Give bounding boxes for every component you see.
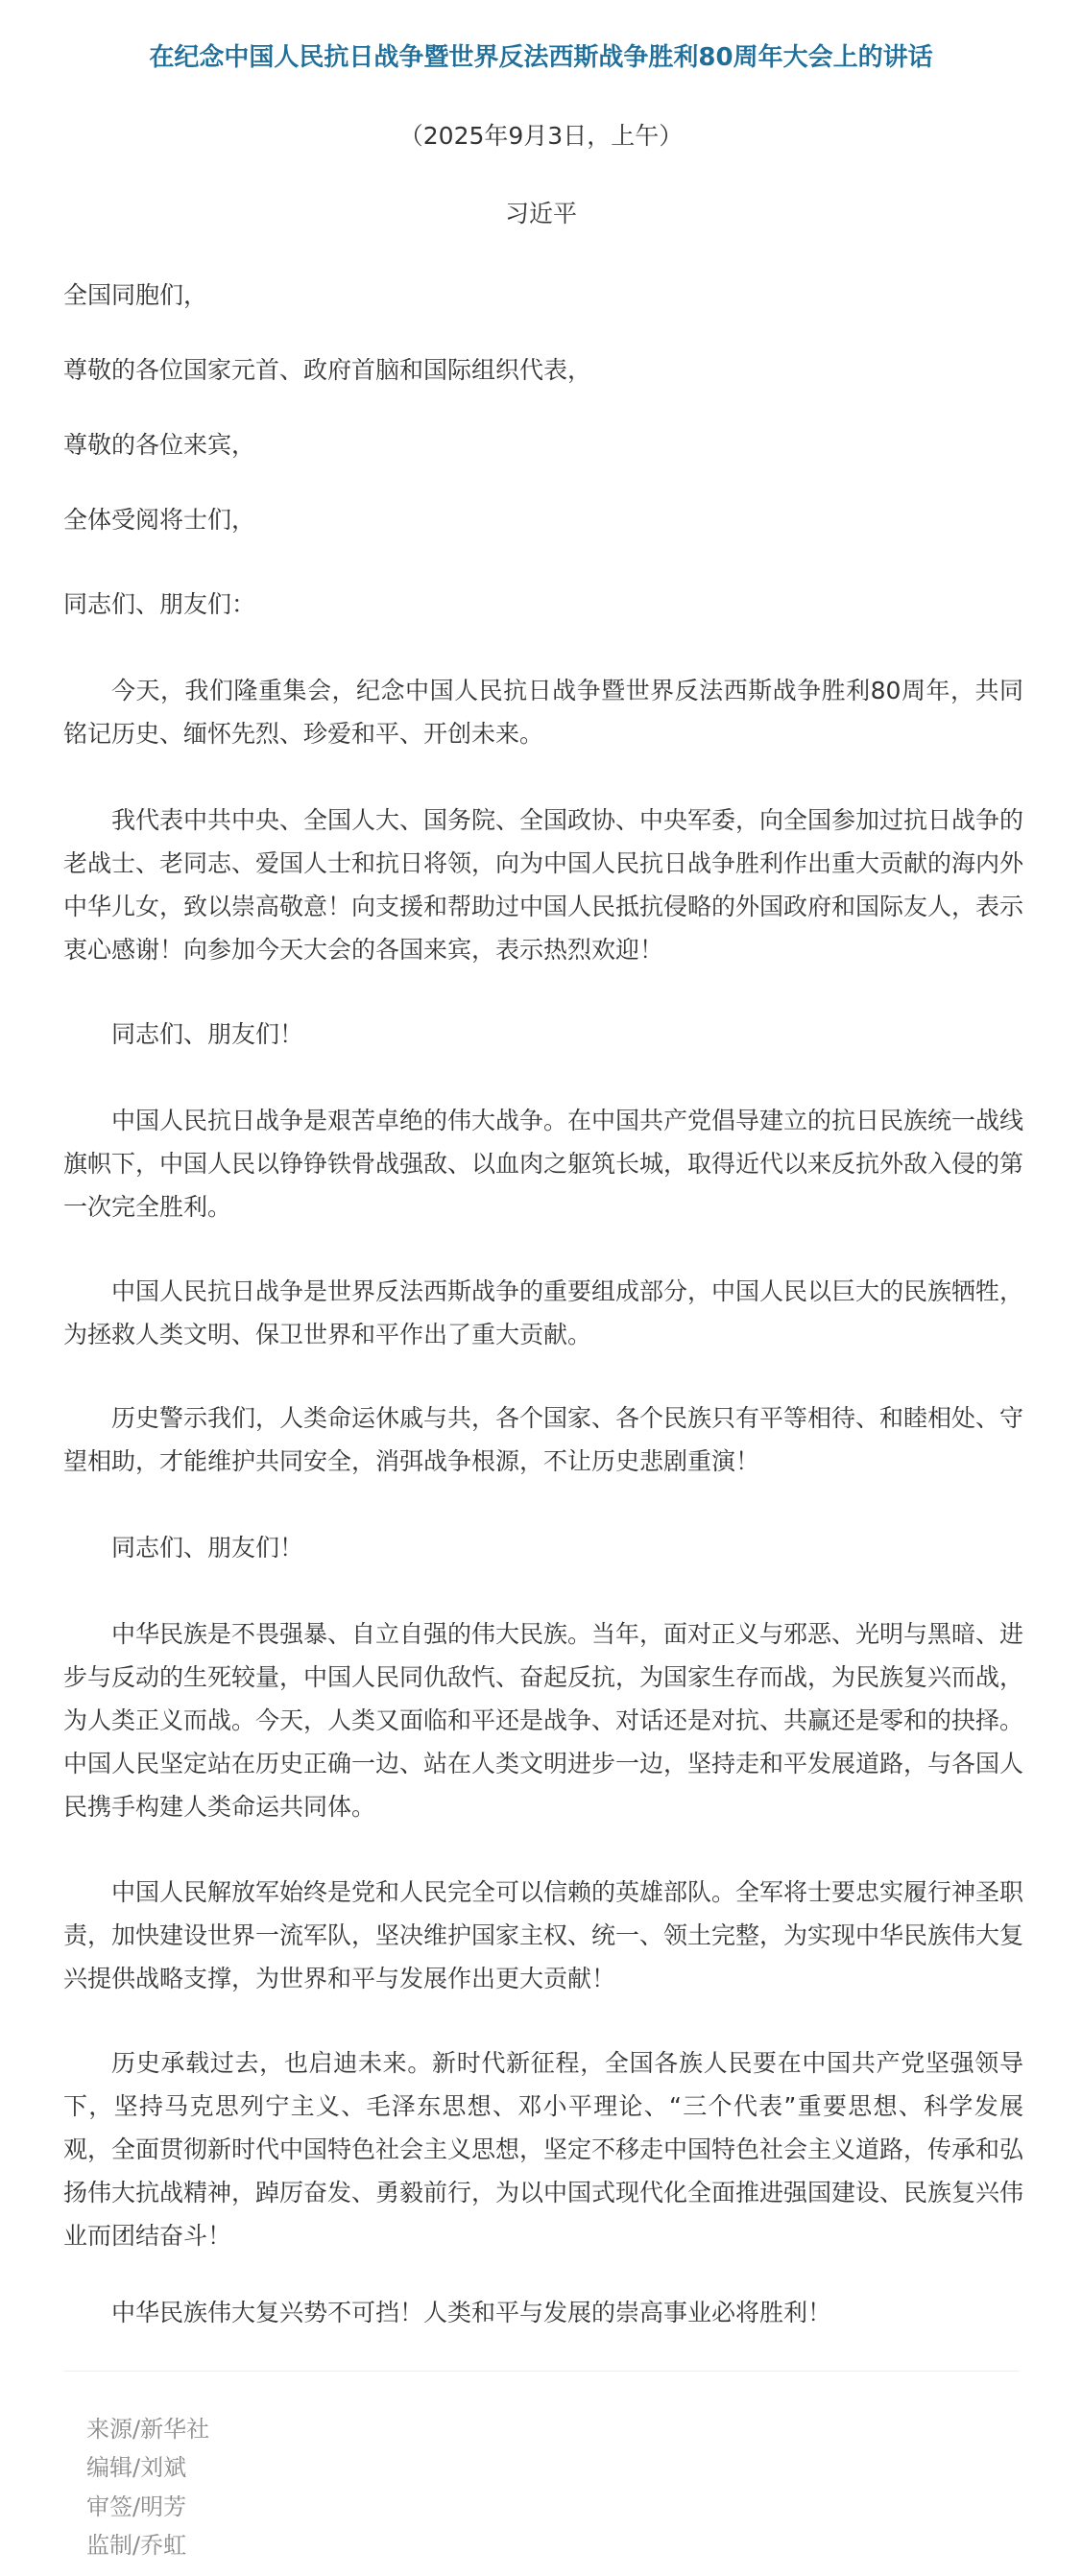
credit-source: 来源/新华社 (86, 2416, 210, 2443)
footer-divider (63, 2371, 1019, 2372)
paragraph-9: 中国人民解放军始终是党和人民完全可以信赖的英雄部队。全军将士要忠实履行神圣职责，加快建设世界一流军队，坚决维护国家主权、统一、领土完整，为实现中华民族伟大复兴提供战略支撑，为世界和平与发展作出更大贡献！ (63, 1878, 1024, 1992)
paragraph-3: 同志们、朋友们！ (111, 1020, 304, 1048)
greeting-guests: 尊敬的各位来宾， (63, 431, 256, 459)
credit-supervisor: 监制/乔虹 (86, 2532, 187, 2559)
paragraph-2: 我代表中共中央、全国人大、国务院、全国政协、中央军委，向全国参加过抗日战争的老战士、老同志、爱国人士和抗日将领，向为中国人民抗日战争胜利作出重大贡献的海内外中华儿女，致以崇高敬意！向支援和帮助过中国人民抵抗侵略的外国政府和国际友人，表示衷心感谢！向参加今天大会的各国来宾，表示热烈欢迎！ (63, 806, 1024, 964)
paragraph-10: 历史承载过去，也启迪未来。新时代新征程，全国各族人民要在中国共产党坚强领导下，坚持马克思列宁主义、毛泽东思想、邓小平理论、“三个代表”重要思想、科学发展观，全面贯彻新时代中国特色社会主义思想，坚定不移走中国特色社会主义道路，传承和弘扬伟大抗战精神，踔厉奋发、勇毅前行，为以中国式现代化全面推进强国建设、民族复兴伟业而团结奋斗！ (63, 2049, 1024, 2250)
article-date: （2025年9月3日，上午） (398, 122, 684, 150)
paragraph-6: 历史警示我们，人类命运休戚与共，各个国家、各个民族只有平等相待、和睦相处、守望相助，才能维护共同安全，消弭战争根源，不让历史悲剧重演！ (63, 1404, 1024, 1475)
credit-reviewer: 审签/明芳 (86, 2493, 187, 2520)
greeting-compatriots: 全国同胞们， (63, 281, 208, 309)
article-author: 习近平 (504, 200, 577, 227)
credit-editor: 编辑/刘斌 (86, 2454, 187, 2481)
article-title: 在纪念中国人民抗日战争暨世界反法西斯战争胜利80周年大会上的讲话 (149, 43, 933, 72)
paragraph-4: 中国人民抗日战争是艰苦卓绝的伟大战争。在中国共产党倡导建立的抗日民族统一战线旗帜下，中国人民以铮铮铁骨战强敌、以血肉之躯筑长城，取得近代以来反抗外敌入侵的第一次完全胜利。 (63, 1107, 1024, 1221)
paragraph-8: 中华民族是不畏强暴、自立自强的伟大民族。当年，面对正义与邪恶、光明与黑暗、进步与反动的生死较量，中国人民同仇敌忾、奋起反抗，为国家生存而战，为民族复兴而战，为人类正义而战。今天，人类又面临和平还是战争、对话还是对抗、共赢还是零和的抉择。中国人民坚定站在历史正确一边、站在人类文明进步一边，坚持走和平发展道路，与各国人民携手构建人类命运共同体。 (63, 1620, 1024, 1821)
paragraph-5: 中国人民抗日战争是世界反法西斯战争的重要组成部分，中国人民以巨大的民族牺牲，为拯救人类文明、保卫世界和平作出了重大贡献。 (63, 1277, 1024, 1348)
greeting-heads-of-state: 尊敬的各位国家元首、政府首脑和国际组织代表， (63, 356, 592, 384)
greeting-comrades: 同志们、朋友们： (63, 590, 256, 618)
greeting-soldiers: 全体受阅将士们， (63, 506, 256, 534)
paragraph-11: 中华民族伟大复兴势不可挡！人类和平与发展的崇高事业必将胜利！ (111, 2299, 832, 2326)
paragraph-1: 今天，我们隆重集会，纪念中国人民抗日战争暨世界反法西斯战争胜利80周年，共同铭记历史、缅怀先烈、珍爱和平、开创未来。 (63, 677, 1023, 748)
paragraph-7: 同志们、朋友们！ (111, 1534, 304, 1562)
